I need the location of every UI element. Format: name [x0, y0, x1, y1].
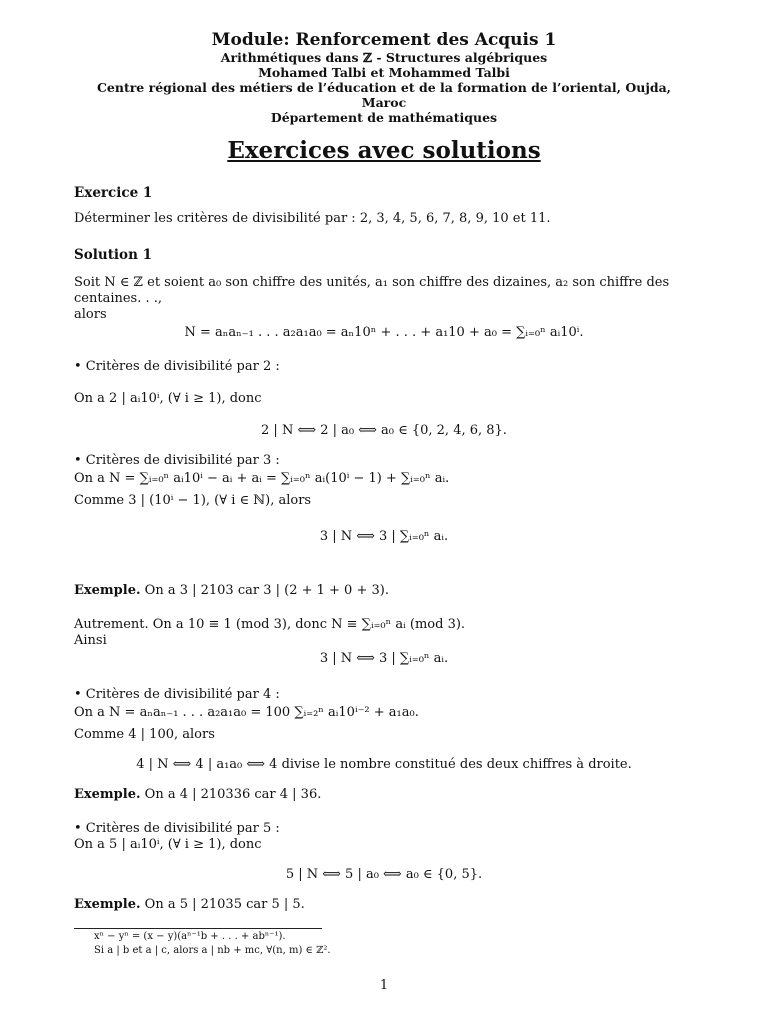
criterion-2-title: • Critères de divisibilité par 2 : — [74, 359, 280, 374]
criterion-5-formula: 5 | N ⟺ 5 | a₀ ⟺ a₀ ∈ {0, 5}. — [285, 867, 483, 882]
criterion-5-line: On a 5 | aᵢ10ⁱ, (∀ i ≥ 1), donc — [74, 837, 262, 852]
subject-line: Arithmétiques dans ℤ - Structures algébriques — [220, 50, 548, 65]
footnote-1: xⁿ − yⁿ = (x − y)(aⁿ⁻¹b + . . . + abⁿ⁻¹). — [94, 931, 286, 942]
criterion-2-formula: 2 | N ⟺ 2 | a₀ ⟺ a₀ ∈ {0, 2, 4, 6, 8}. — [261, 423, 507, 438]
solution-intro-line2: alors — [74, 307, 107, 322]
criterion-3-alt-line2: Ainsi — [74, 633, 107, 648]
example-text: On a 5 | 21035 car 5 | 5. — [144, 897, 305, 912]
criterion-3-line2: Comme 3 | (10ⁱ − 1), (∀ i ∈ ℕ), alors — [74, 493, 312, 508]
criterion-4-example — [74, 787, 694, 803]
criterion-3-alt-line1: Autrement. On a 10 ≡ 1 (mod 3), donc N ≡ ∑ᵢ₌₀ⁿ aᵢ (mod 3). — [74, 617, 466, 632]
criterion-3-alt-formula: 3 | N ⟺ 3 | ∑ᵢ₌₀ⁿ aᵢ. — [319, 651, 449, 666]
criterion-3-example — [74, 583, 694, 599]
authors-line: Mohamed Talbi et Mohammed Talbi — [258, 65, 510, 80]
solution-intro-line1: Soit N ∈ ℤ et soient a₀ son chiffre des unités, a₁ son chiffre des dizaines, a₂ son chiffre des centaines. . ., — [74, 275, 670, 306]
example-label: Exemple. — [74, 583, 141, 598]
criterion-4-formula: 4 | N ⟺ 4 | a₁a₀ ⟺ 4 divise le nombre constitué des deux chiffres à droite. — [136, 757, 632, 772]
exercise-statement: Déterminer les critères de divisibilité par : 2, 3, 4, 5, 6, 7, 8, 9, 10 et 11. — [74, 211, 551, 226]
example-text: On a 4 | 210336 car 4 | 36. — [144, 787, 322, 802]
footnote-2: Si a | b et a | c, alors a | nb + mc, ∀(n, m) ∈ ℤ². — [94, 945, 331, 956]
criterion-2-line: On a 2 | aᵢ10ⁱ, (∀ i ≥ 1), donc — [74, 391, 262, 406]
exercise-heading: Exercice 1 — [74, 185, 153, 201]
page-number: 1 — [379, 978, 389, 993]
criterion-3-title: • Critères de divisibilité par 3 : — [74, 453, 280, 468]
criterion-5-title: • Critères de divisibilité par 5 : — [74, 821, 280, 836]
department-line: Département de mathématiques — [270, 110, 498, 125]
document-page — [74, 30, 694, 913]
example-text: On a 3 | 2103 car 3 | (2 + 1 + 0 + 3). — [144, 583, 389, 598]
solution-heading: Solution 1 — [74, 247, 152, 263]
criterion-4-line1: On a N = aₙaₙ₋₁ . . . a₂a₁a₀ = 100 ∑ᵢ₌₂ⁿ aᵢ10ⁱ⁻² + a₁a₀. — [74, 705, 419, 720]
document-header — [74, 30, 694, 125]
institution-line: Centre régional des métiers de l’éducation et de la formation de l’oriental, Oujda, Maroc — [96, 80, 672, 110]
formula-N: N = aₙaₙ₋₁ . . . a₂a₁a₀ = aₙ10ⁿ + . . . + a₁10 + a₀ = ∑ᵢ₌₀ⁿ aᵢ10ⁱ. — [184, 325, 584, 340]
criterion-3-formula: 3 | N ⟺ 3 | ∑ᵢ₌₀ⁿ aᵢ. — [319, 529, 449, 544]
example-label: Exemple. — [74, 787, 141, 802]
criterion-4-line2: Comme 4 | 100, alors — [74, 727, 215, 742]
criterion-3-line1: On a N = ∑ᵢ₌₀ⁿ aᵢ10ⁱ − aᵢ + aᵢ = ∑ᵢ₌₀ⁿ aᵢ(10ⁱ − 1) + ∑ᵢ₌₀ⁿ aᵢ. — [74, 471, 450, 486]
footnote-divider — [74, 928, 322, 929]
example-label: Exemple. — [74, 897, 141, 912]
module-title: Module: Renforcement des Acquis 1 — [211, 30, 557, 50]
criterion-5-example — [74, 897, 694, 913]
criterion-4-title: • Critères de divisibilité par 4 : — [74, 687, 280, 702]
page-title: Exercices avec solutions — [227, 137, 541, 164]
